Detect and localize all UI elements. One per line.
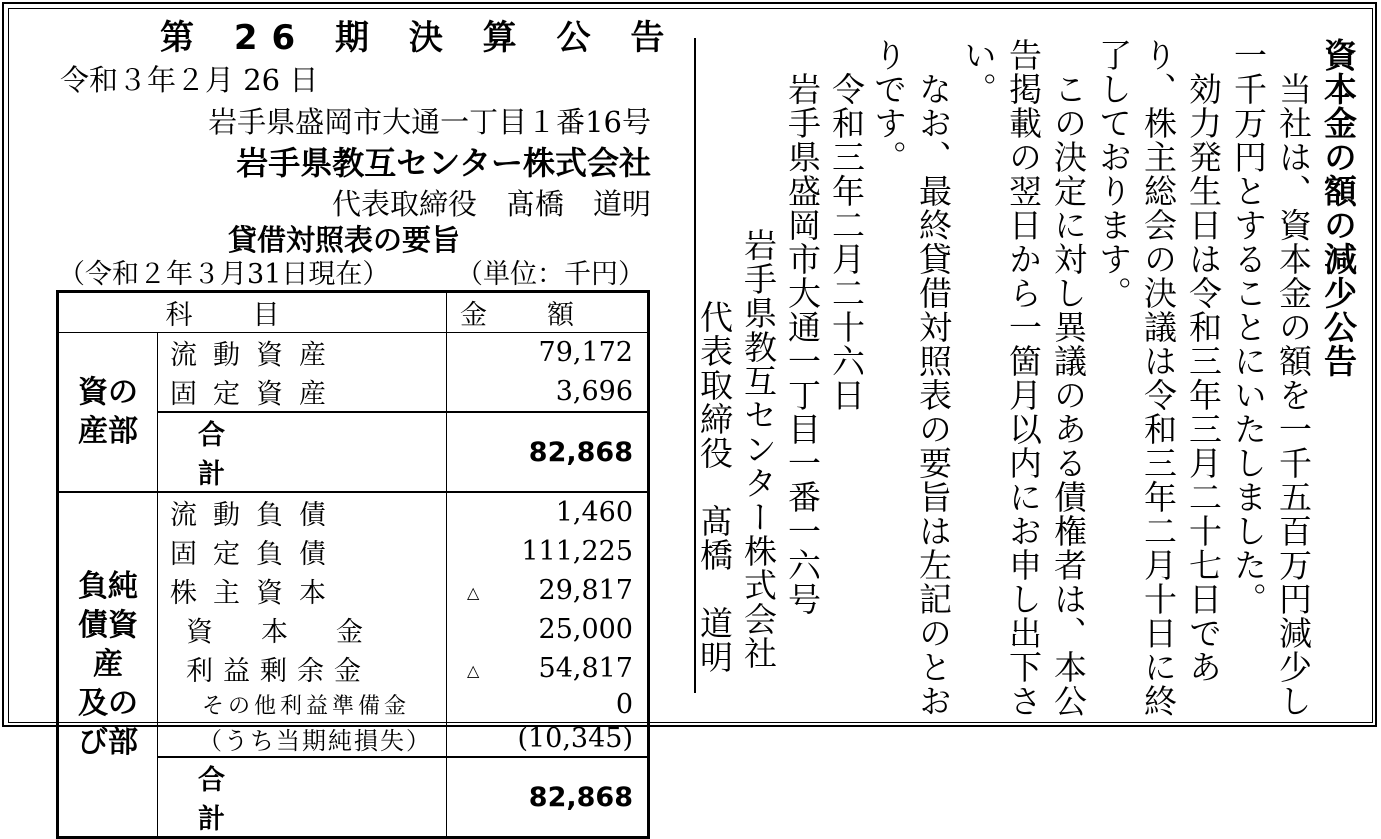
current-assets-amount: 79,172 (447, 333, 649, 373)
current-liabilities-amount: 1,460 (447, 492, 649, 532)
notice-line-1: 当社は、資本金の額を一千五百万円減少し (1274, 72, 1313, 718)
notice-title: 第 26 期 決 算 公 告 (160, 18, 679, 58)
notice-date: 令和３年２月 26 日 (60, 63, 319, 97)
current-liabilities-label: 流動負債 (158, 492, 447, 532)
notice-line-3: 効力発生日は令和三年三月二十七日であ (1184, 72, 1223, 684)
notice-line-9: なお、最終貸借対照表の要旨は左記のとお (914, 72, 953, 718)
assets-section-label: 資の 産部 (58, 333, 158, 493)
notice-line-7: 告掲載の翌日から一箇月以内にお申し出下さ (1004, 38, 1043, 718)
balance-sheet-table (56, 290, 650, 839)
notice-line-4: り、株主総会の決議は令和三年二月十日に終 (1139, 38, 1178, 718)
other-retained-label: その他利益準備金 (158, 688, 447, 721)
table-row (58, 333, 649, 373)
balance-sheet-title: 貸借対照表の要旨 (228, 223, 461, 257)
retained-earnings-amount: △ 54,817 (447, 649, 649, 688)
negative-triangle: △ (467, 661, 480, 680)
capital-amount: 25,000 (447, 610, 649, 649)
assets-total-amount: 82,868 (447, 412, 649, 492)
header-amount: 金額 (447, 292, 649, 333)
reduction-notice-address: 岩手県盛岡市大通一丁目一番一六号 (783, 72, 822, 616)
notice-line-2: 一千万円とすることにいたしました。 (1229, 38, 1268, 616)
current-assets-label: 流動資産 (158, 333, 447, 373)
fixed-liabilities-label: 固定負債 (158, 532, 447, 571)
representative: 代表取締役 髙橋 道明 (331, 187, 651, 221)
net-loss-label: （うち当期純損失） (158, 721, 447, 757)
reduction-notice-date: 令和三年二月二十六日 (827, 72, 866, 412)
negative-triangle: △ (467, 583, 480, 602)
table-row (58, 492, 649, 532)
other-retained-amount: 0 (447, 688, 649, 721)
company-address: 岩手県盛岡市大通一丁目１番16号 (208, 105, 651, 139)
liabilities-total-amount: 82,868 (447, 757, 649, 838)
header-item: 科目 (58, 292, 447, 333)
notice-line-6: この決定に対し異議のある債権者は、本公 (1049, 72, 1088, 718)
assets-total-label: 合計 (158, 412, 447, 492)
notice-line-5: 了しております。 (1094, 38, 1133, 310)
notice-line-10: りです。 (869, 38, 908, 174)
reduction-notice-company: 岩手県教互センター株式会社 (739, 228, 778, 670)
fixed-assets-label: 固定資産 (158, 372, 447, 412)
table-header-row (58, 292, 649, 333)
balance-sheet-date: （令和２年３月31日現在） (58, 259, 390, 290)
notice-line-8: い。 (959, 38, 998, 106)
liabilities-section-label: 負純 債資 産 及の び部 (58, 492, 158, 838)
reduction-notice-title: 資本金の額の減少公告 (1319, 38, 1358, 378)
equity-amount: △ 29,817 (447, 571, 649, 610)
liabilities-total-label: 合計 (158, 757, 447, 838)
unit-label: （単位：千円） (456, 259, 645, 290)
reduction-notice-representative: 代表取締役 髙橋 道明 (695, 300, 734, 674)
retained-earnings-label: 利益剰余金 (158, 649, 447, 688)
capital-label: 資本金 (158, 610, 447, 649)
net-loss-amount: (10,345) (447, 721, 649, 757)
company-name: 岩手県教互センター株式会社 (236, 144, 651, 182)
equity-label: 株主資本 (158, 571, 447, 610)
fixed-liabilities-amount: 111,225 (447, 532, 649, 571)
fixed-assets-amount: 3,696 (447, 372, 649, 412)
